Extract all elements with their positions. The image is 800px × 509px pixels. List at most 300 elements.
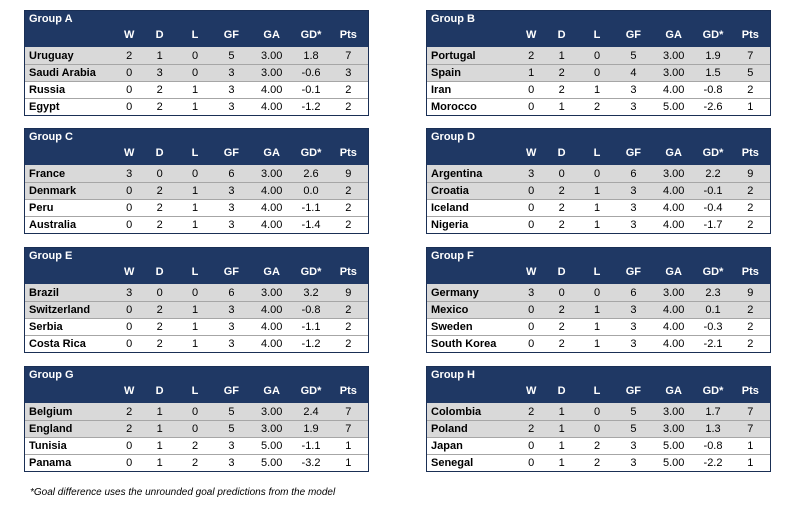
team-name: Tunisia: [29, 440, 67, 452]
table-row: [427, 182, 770, 199]
stat-cell: 3: [228, 440, 235, 452]
stat-cell: 0: [528, 304, 535, 316]
team-name: Argentina: [431, 167, 483, 180]
stat-cell: 2: [558, 219, 565, 231]
stat-cell: 3: [228, 101, 235, 113]
team-name: Australia: [29, 219, 77, 231]
stat-cell: 3: [228, 219, 235, 231]
stat-cell: 0: [594, 167, 601, 180]
table-row: [427, 81, 770, 98]
stat-cell: 2: [345, 304, 352, 316]
group-table-group-f: [426, 247, 771, 353]
group-body: [427, 165, 770, 233]
table-row: [427, 98, 770, 115]
stat-cell: 2: [747, 304, 754, 316]
footnote: *Goal difference uses the unrounded goal predictions from the model: [30, 487, 336, 498]
stat-cell: 3.00: [663, 405, 685, 418]
column-header: D: [155, 266, 164, 278]
stat-cell: 5: [228, 405, 235, 418]
column-header: GA: [263, 266, 280, 278]
stat-cell: 3.00: [663, 286, 685, 299]
stat-cell: 3: [630, 84, 637, 96]
stat-cell: 0: [528, 101, 535, 113]
stat-cell: 0: [156, 167, 163, 180]
stat-cell: 0: [528, 457, 535, 469]
stat-cell: 3: [228, 457, 235, 469]
stat-cell: 2: [558, 321, 565, 333]
stat-cell: 3: [228, 185, 235, 197]
stat-cell: 0: [126, 457, 133, 469]
column-header: GA: [665, 29, 682, 41]
stat-cell: 2.2: [705, 167, 721, 180]
stat-cell: 4.00: [261, 185, 283, 197]
team-name: Portugal: [431, 49, 476, 62]
stat-cell: 4.00: [663, 321, 685, 333]
stat-cell: -0.8: [301, 304, 321, 316]
column-header: GD*: [702, 29, 724, 41]
stat-cell: 0: [528, 440, 535, 452]
stat-cell: -0.8: [703, 84, 723, 96]
column-header: GF: [223, 147, 240, 159]
column-headers: [25, 29, 368, 45]
stat-cell: 0: [126, 440, 133, 452]
stat-cell: -0.6: [301, 67, 321, 79]
stat-cell: 4.00: [261, 321, 283, 333]
group-title: Group D: [431, 131, 475, 143]
stat-cell: 2: [558, 84, 565, 96]
team-name: Mexico: [431, 304, 469, 316]
column-header: W: [123, 266, 135, 278]
group-body: [25, 165, 368, 233]
stat-cell: 5.00: [663, 457, 685, 469]
stat-cell: 3: [630, 457, 637, 469]
stat-cell: 2: [156, 185, 163, 197]
column-headers: [427, 29, 770, 45]
stat-cell: 4.00: [261, 202, 283, 214]
stat-cell: 3: [630, 185, 637, 197]
stat-cell: 3: [630, 101, 637, 113]
stat-cell: 3: [228, 321, 235, 333]
team-name: Egypt: [29, 101, 60, 113]
stat-cell: 1: [156, 405, 163, 418]
stat-cell: 1.7: [705, 405, 721, 418]
stat-cell: 2: [345, 185, 352, 197]
stat-cell: 1: [747, 101, 754, 113]
column-header: GF: [223, 266, 240, 278]
column-header: W: [525, 385, 537, 397]
column-header: W: [123, 385, 135, 397]
column-header: Pts: [339, 29, 357, 41]
stat-cell: 2: [594, 457, 601, 469]
column-header: L: [593, 29, 601, 41]
column-header: GA: [263, 147, 280, 159]
team-name: France: [29, 167, 66, 180]
group-header: [25, 129, 368, 165]
stat-cell: 2: [156, 202, 163, 214]
stat-cell: -1.1: [301, 202, 321, 214]
stat-cell: -2.1: [703, 338, 723, 350]
stat-cell: 5.00: [261, 440, 283, 452]
table-row: [25, 301, 368, 318]
stat-cell: 0: [594, 67, 601, 79]
stat-cell: 0: [126, 84, 133, 96]
stat-cell: 3.00: [663, 167, 685, 180]
stat-cell: -0.3: [703, 321, 723, 333]
table-row: [25, 284, 368, 301]
stat-cell: 2: [345, 338, 352, 350]
stat-cell: 0: [528, 202, 535, 214]
stat-cell: 0: [192, 67, 199, 79]
stat-cell: 1.5: [705, 67, 721, 79]
column-header: GD*: [300, 147, 322, 159]
stat-cell: 3: [528, 286, 535, 299]
stat-cell: 4.00: [663, 202, 685, 214]
stat-cell: 2: [558, 202, 565, 214]
group-title: Group G: [29, 369, 74, 381]
stat-cell: 1: [192, 202, 199, 214]
stat-cell: 6: [228, 167, 235, 180]
column-header: W: [123, 147, 135, 159]
group-title: Group F: [431, 250, 474, 262]
table-row: [25, 318, 368, 335]
stat-cell: 3: [126, 286, 133, 299]
stat-cell: 2: [345, 84, 352, 96]
stat-cell: 1: [558, 49, 565, 62]
column-header: GD*: [702, 385, 724, 397]
stat-cell: 2: [528, 49, 535, 62]
stat-cell: 6: [630, 167, 637, 180]
table-row: [427, 318, 770, 335]
table-row: [427, 437, 770, 454]
stat-cell: 3.00: [663, 67, 685, 79]
stat-cell: 4.00: [261, 84, 283, 96]
column-header: D: [557, 266, 566, 278]
stat-cell: 2.4: [303, 405, 319, 418]
stat-cell: 9: [747, 167, 754, 180]
stat-cell: 0: [126, 321, 133, 333]
stat-cell: 0: [528, 84, 535, 96]
group-header: [427, 367, 770, 403]
stat-cell: 5.00: [261, 457, 283, 469]
column-header: D: [557, 385, 566, 397]
stat-cell: 1: [594, 338, 601, 350]
stat-cell: 1: [594, 185, 601, 197]
stat-cell: 1: [345, 440, 352, 452]
stat-cell: 2: [747, 202, 754, 214]
team-name: Brazil: [29, 286, 59, 299]
table-row: [427, 301, 770, 318]
stat-cell: 3: [528, 167, 535, 180]
stat-cell: 0: [558, 167, 565, 180]
stat-cell: 2: [558, 338, 565, 350]
group-table-group-b: [426, 10, 771, 116]
stat-cell: 2.6: [303, 167, 319, 180]
stat-cell: -1.4: [301, 219, 321, 231]
stat-cell: 2: [747, 185, 754, 197]
stat-cell: 2.3: [705, 286, 721, 299]
team-name: Switzerland: [29, 304, 91, 316]
table-row: [427, 64, 770, 81]
group-body: [427, 403, 770, 471]
column-header: W: [525, 266, 537, 278]
column-headers: [25, 266, 368, 282]
stat-cell: 4.00: [261, 219, 283, 231]
team-name: Croatia: [431, 185, 469, 197]
table-row: [25, 335, 368, 352]
stat-cell: 2: [156, 304, 163, 316]
table-row: [25, 437, 368, 454]
table-row: [25, 47, 368, 64]
column-header: GF: [625, 147, 642, 159]
stat-cell: 6: [630, 286, 637, 299]
column-header: Pts: [741, 385, 759, 397]
stat-cell: 3: [630, 338, 637, 350]
stat-cell: 0: [594, 423, 601, 435]
stat-cell: 2: [747, 321, 754, 333]
column-header: GD*: [702, 266, 724, 278]
table-row: [25, 403, 368, 420]
column-header: Pts: [741, 29, 759, 41]
stat-cell: 1: [747, 457, 754, 469]
column-headers: [427, 147, 770, 163]
group-title: Group E: [29, 250, 73, 262]
stat-cell: 2: [747, 219, 754, 231]
stat-cell: 2: [558, 67, 565, 79]
stat-cell: 0: [126, 338, 133, 350]
stat-cell: 1: [192, 321, 199, 333]
group-header: [427, 11, 770, 47]
stat-cell: -1.2: [301, 101, 321, 113]
group-table-group-d: [426, 128, 771, 234]
column-headers: [427, 266, 770, 282]
stat-cell: 1.9: [705, 49, 721, 62]
stat-cell: 5: [630, 423, 637, 435]
table-row: [25, 454, 368, 471]
stat-cell: 5: [228, 49, 235, 62]
stat-cell: 1.8: [303, 49, 319, 62]
column-header: Pts: [339, 147, 357, 159]
team-name: Morocco: [431, 101, 477, 113]
group-table-group-c: [24, 128, 369, 234]
stat-cell: 2: [156, 219, 163, 231]
column-header: Pts: [741, 147, 759, 159]
stat-cell: 1: [594, 321, 601, 333]
stat-cell: -0.8: [703, 440, 723, 452]
stat-cell: 1: [192, 338, 199, 350]
stat-cell: 2: [156, 84, 163, 96]
group-table-group-g: [24, 366, 369, 472]
team-name: Uruguay: [29, 49, 74, 62]
table-row: [25, 199, 368, 216]
stat-cell: 0: [126, 185, 133, 197]
group-body: [25, 47, 368, 115]
stat-cell: 4.00: [261, 338, 283, 350]
column-header: D: [155, 29, 164, 41]
table-row: [25, 98, 368, 115]
stat-cell: -1.2: [301, 338, 321, 350]
stat-cell: 1: [192, 185, 199, 197]
stat-cell: 0: [528, 185, 535, 197]
team-name: England: [29, 423, 73, 435]
table-row: [25, 64, 368, 81]
stat-cell: 0: [192, 405, 199, 418]
stat-cell: 2: [345, 101, 352, 113]
column-header: D: [155, 385, 164, 397]
stat-cell: 1: [528, 67, 535, 79]
stat-cell: 1: [192, 84, 199, 96]
stat-cell: 0: [528, 321, 535, 333]
stat-cell: 0: [156, 286, 163, 299]
stat-cell: 1: [192, 219, 199, 231]
stat-cell: 0: [594, 405, 601, 418]
stat-cell: 3: [630, 219, 637, 231]
team-name: South Korea: [431, 338, 497, 350]
column-header: GA: [665, 147, 682, 159]
stat-cell: 2: [528, 405, 535, 418]
stat-cell: 1.3: [705, 423, 721, 435]
column-header: GF: [223, 385, 240, 397]
stat-cell: 2: [558, 304, 565, 316]
stat-cell: 4.00: [663, 219, 685, 231]
table-row: [427, 420, 770, 437]
column-header: Pts: [741, 266, 759, 278]
stat-cell: 3.00: [261, 423, 283, 435]
stat-cell: 0: [126, 202, 133, 214]
table-row: [427, 335, 770, 352]
stat-cell: 3: [228, 338, 235, 350]
stat-cell: 0: [126, 219, 133, 231]
group-title: Group C: [29, 131, 73, 143]
stat-cell: 7: [747, 49, 754, 62]
group-body: [25, 403, 368, 471]
stat-cell: 5: [747, 67, 754, 79]
stat-cell: 2: [345, 219, 352, 231]
stat-cell: 1: [192, 304, 199, 316]
team-name: Senegal: [431, 457, 474, 469]
stat-cell: 0: [558, 286, 565, 299]
stat-cell: 1: [156, 440, 163, 452]
stat-cell: 1: [558, 457, 565, 469]
stat-cell: 1: [156, 49, 163, 62]
stat-cell: 1: [345, 457, 352, 469]
stat-cell: 4.00: [663, 304, 685, 316]
stat-cell: 5: [228, 423, 235, 435]
stat-cell: 2: [345, 202, 352, 214]
stat-cell: -2.2: [703, 457, 723, 469]
stat-cell: 5: [630, 405, 637, 418]
table-row: [427, 216, 770, 233]
stat-cell: 2: [192, 457, 199, 469]
stat-cell: 0: [126, 101, 133, 113]
team-name: Belgium: [29, 405, 73, 418]
column-header: L: [593, 385, 601, 397]
stat-cell: 0: [192, 286, 199, 299]
table-row: [427, 199, 770, 216]
stat-cell: 1: [594, 304, 601, 316]
team-name: Russia: [29, 84, 66, 96]
stat-cell: 3: [228, 67, 235, 79]
stat-cell: 9: [345, 286, 352, 299]
stat-cell: 0: [126, 67, 133, 79]
stat-cell: -3.2: [301, 457, 321, 469]
stat-cell: 1.9: [303, 423, 319, 435]
stat-cell: 3: [126, 167, 133, 180]
column-header: GF: [625, 29, 642, 41]
stat-cell: 4.00: [663, 185, 685, 197]
stat-cell: 1: [558, 405, 565, 418]
stat-cell: 2: [594, 101, 601, 113]
stat-cell: 3.00: [663, 49, 685, 62]
team-name: Saudi Arabia: [29, 67, 96, 79]
group-body: [25, 284, 368, 352]
column-header: D: [557, 29, 566, 41]
stat-cell: 2: [126, 423, 133, 435]
stat-cell: -1.1: [301, 440, 321, 452]
stat-cell: 1: [558, 423, 565, 435]
stat-cell: 0: [528, 219, 535, 231]
stat-cell: 2: [528, 423, 535, 435]
stat-cell: 1: [594, 84, 601, 96]
column-header: GF: [625, 385, 642, 397]
stat-cell: -0.1: [703, 185, 723, 197]
stat-cell: 4.00: [261, 101, 283, 113]
stat-cell: 0: [192, 167, 199, 180]
stat-cell: -0.1: [301, 84, 321, 96]
stat-cell: 6: [228, 286, 235, 299]
stat-cell: 3.00: [261, 286, 283, 299]
stat-cell: 0: [126, 304, 133, 316]
stat-cell: 4.00: [663, 338, 685, 350]
column-header: W: [525, 29, 537, 41]
column-headers: [25, 147, 368, 163]
column-header: W: [123, 29, 135, 41]
stat-cell: 5.00: [663, 440, 685, 452]
group-header: [25, 248, 368, 284]
column-header: L: [191, 385, 199, 397]
team-name: Serbia: [29, 321, 63, 333]
column-headers: [427, 385, 770, 401]
stat-cell: 3.00: [261, 405, 283, 418]
stat-cell: 4: [630, 67, 637, 79]
group-title: Group H: [431, 369, 475, 381]
stat-cell: -2.6: [703, 101, 723, 113]
column-header: GD*: [702, 147, 724, 159]
team-name: Colombia: [431, 405, 482, 418]
stat-cell: 7: [345, 423, 352, 435]
column-header: Pts: [339, 266, 357, 278]
stat-cell: 5.00: [663, 101, 685, 113]
table-row: [427, 165, 770, 182]
stat-cell: 2: [156, 101, 163, 113]
stat-cell: 0.1: [705, 304, 721, 316]
column-header: GA: [665, 266, 682, 278]
table-row: [427, 284, 770, 301]
stat-cell: 2: [156, 321, 163, 333]
team-name: Poland: [431, 423, 468, 435]
stat-cell: 7: [345, 405, 352, 418]
stat-cell: 7: [747, 405, 754, 418]
stat-cell: 3.00: [261, 49, 283, 62]
stat-cell: 3: [345, 67, 352, 79]
stat-cell: 4.00: [261, 304, 283, 316]
group-table-group-h: [426, 366, 771, 472]
stat-cell: 1: [192, 101, 199, 113]
team-name: Japan: [431, 440, 463, 452]
stat-cell: 4.00: [663, 84, 685, 96]
team-name: Costa Rica: [29, 338, 86, 350]
stat-cell: 1: [156, 457, 163, 469]
stat-cell: -1.1: [301, 321, 321, 333]
